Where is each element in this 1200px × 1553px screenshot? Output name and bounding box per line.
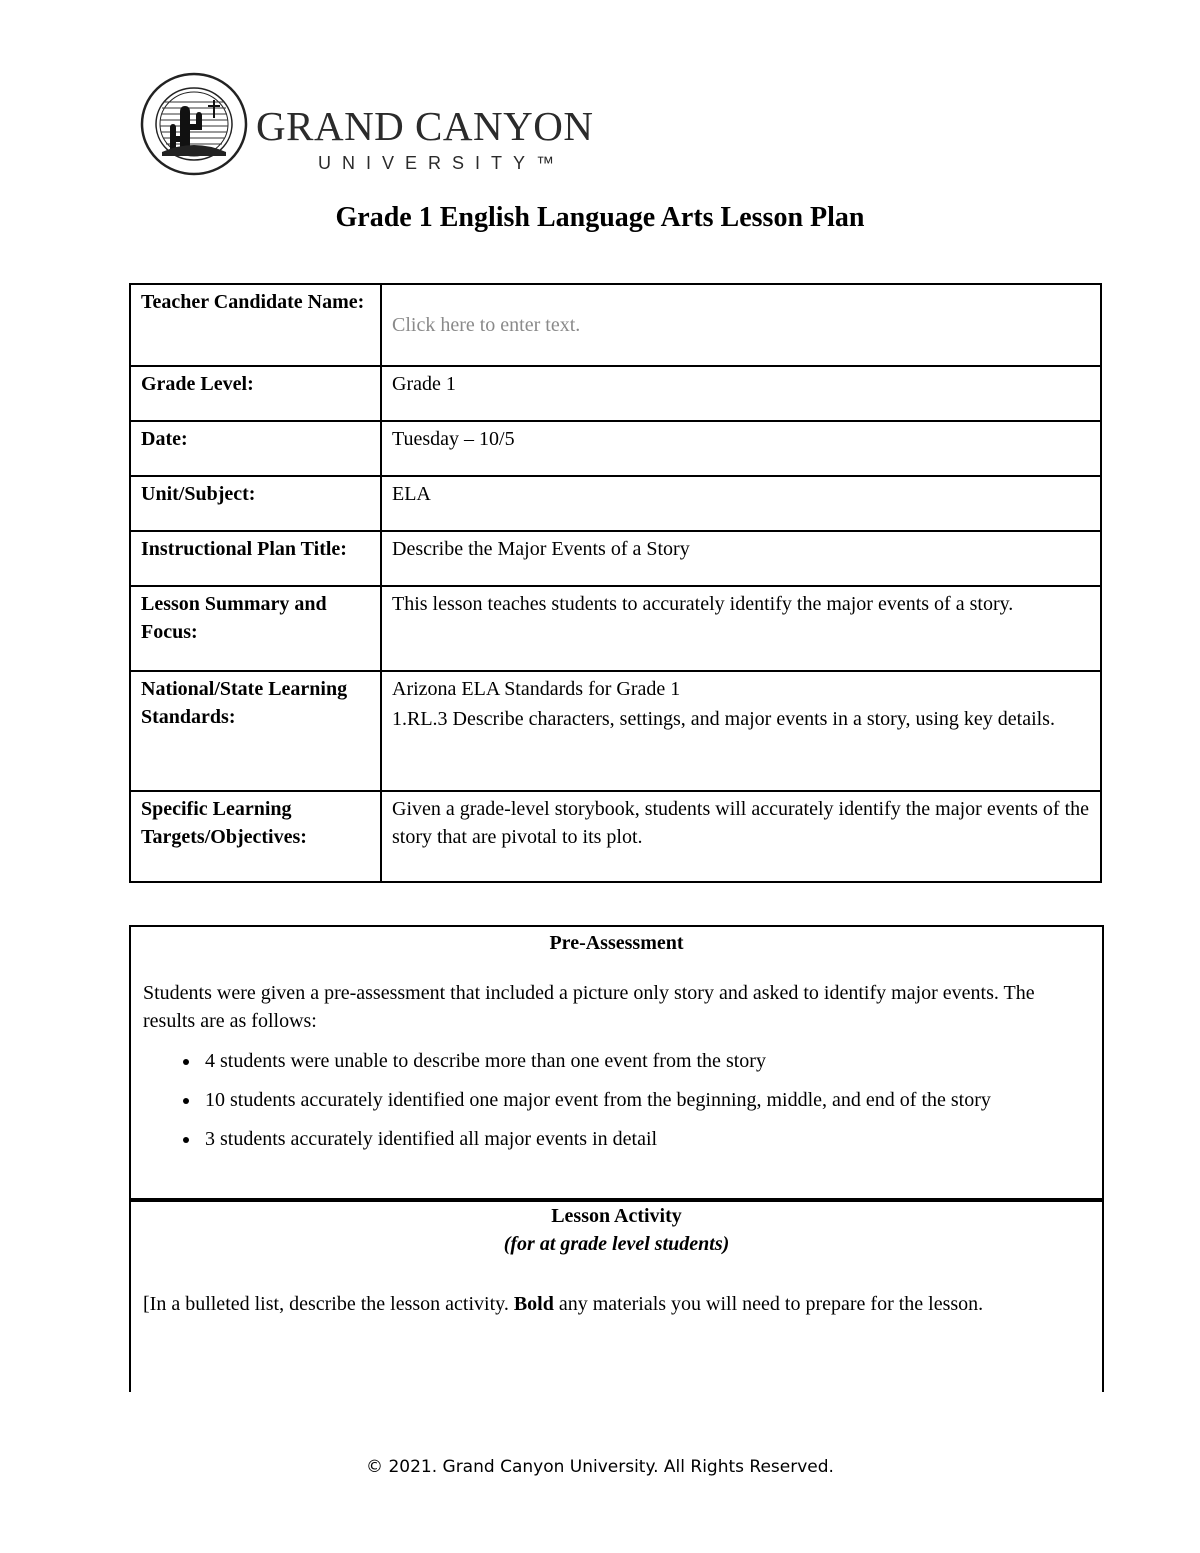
standard-text: 1.RL.3 Describe characters, settings, and major events in a story, using key details. (392, 708, 1055, 730)
row-value[interactable]: This lesson teaches students to accurately identify the major events of a story. (381, 586, 1101, 671)
placeholder-text: Click here to enter text. (392, 313, 581, 336)
row-label: Lesson Summary and Focus: (130, 586, 381, 671)
university-logo (140, 72, 620, 182)
university-seal-icon (140, 72, 248, 176)
row-label: Grade Level: (130, 366, 381, 421)
row-value[interactable]: ELA (381, 476, 1101, 531)
instruction-bold: Bold (513, 1293, 554, 1315)
row-value[interactable] (381, 671, 1101, 791)
table-row (130, 284, 1101, 366)
row-label: Date: (130, 421, 381, 476)
lesson-activity-section (129, 1198, 1104, 1392)
wordmark-bottom: UNIVERSITY™ (318, 153, 566, 173)
pre-assessment-heading: Pre-Assessment (549, 932, 684, 954)
lesson-activity-subheading: (for at grade level students) (503, 1233, 730, 1255)
table-row (130, 366, 1101, 421)
lesson-info-table (129, 283, 1102, 883)
standards-source: Arizona ELA Standards for Grade 1 (392, 678, 681, 700)
row-value[interactable]: Grade 1 (381, 366, 1101, 421)
lesson-activity-heading: Lesson Activity (551, 1205, 682, 1227)
teacher-name-field[interactable] (381, 284, 1101, 366)
row-value[interactable]: Given a grade-level storybook, students will accurately identify the major events of the story that are pivotal to its plot. (381, 791, 1101, 882)
instruction-text: any materials you will need to prepare for the lesson. (553, 1293, 984, 1315)
pre-assessment-section (129, 925, 1104, 1202)
wordmark-top: GRAND CANYON (256, 103, 594, 149)
table-row (130, 476, 1101, 531)
university-wordmark (256, 103, 594, 174)
row-label: Unit/Subject: (130, 476, 381, 531)
table-row (130, 586, 1101, 671)
table-row (130, 791, 1101, 882)
list-item: • 10 students accurately identified one major event from the beginning, middle, and end of the story (201, 1086, 1102, 1114)
copyright-footer: © 2021. Grand Canyon University. All Rights Reserved. (366, 1457, 834, 1477)
row-label: Specific Learning Targets/Objectives: (130, 791, 381, 882)
list-item: • 4 students were unable to describe more than one event from the story (201, 1047, 1102, 1075)
row-label: Teacher Candidate Name: (130, 284, 381, 366)
row-label: Instructional Plan Title: (130, 531, 381, 586)
instruction-text: [In a bulleted list, describe the lesson activity. (143, 1293, 514, 1315)
row-label: National/State Learning Standards: (130, 671, 381, 791)
pre-assessment-intro: Students were given a pre-assessment that included a picture only story and asked to identify major events. The results are as follows: (143, 982, 1035, 1032)
row-value[interactable]: Describe the Major Events of a Story (381, 531, 1101, 586)
row-value[interactable]: Tuesday – 10/5 (381, 421, 1101, 476)
table-row (130, 421, 1101, 476)
lesson-activity-instructions[interactable] (131, 1288, 1102, 1320)
table-row (130, 531, 1101, 586)
list-item: • 3 students accurately identified all major events in detail (201, 1125, 1102, 1153)
table-row (130, 671, 1101, 791)
page-title: Grade 1 English Language Arts Lesson Plan (335, 202, 865, 233)
results-list (131, 1047, 1102, 1153)
